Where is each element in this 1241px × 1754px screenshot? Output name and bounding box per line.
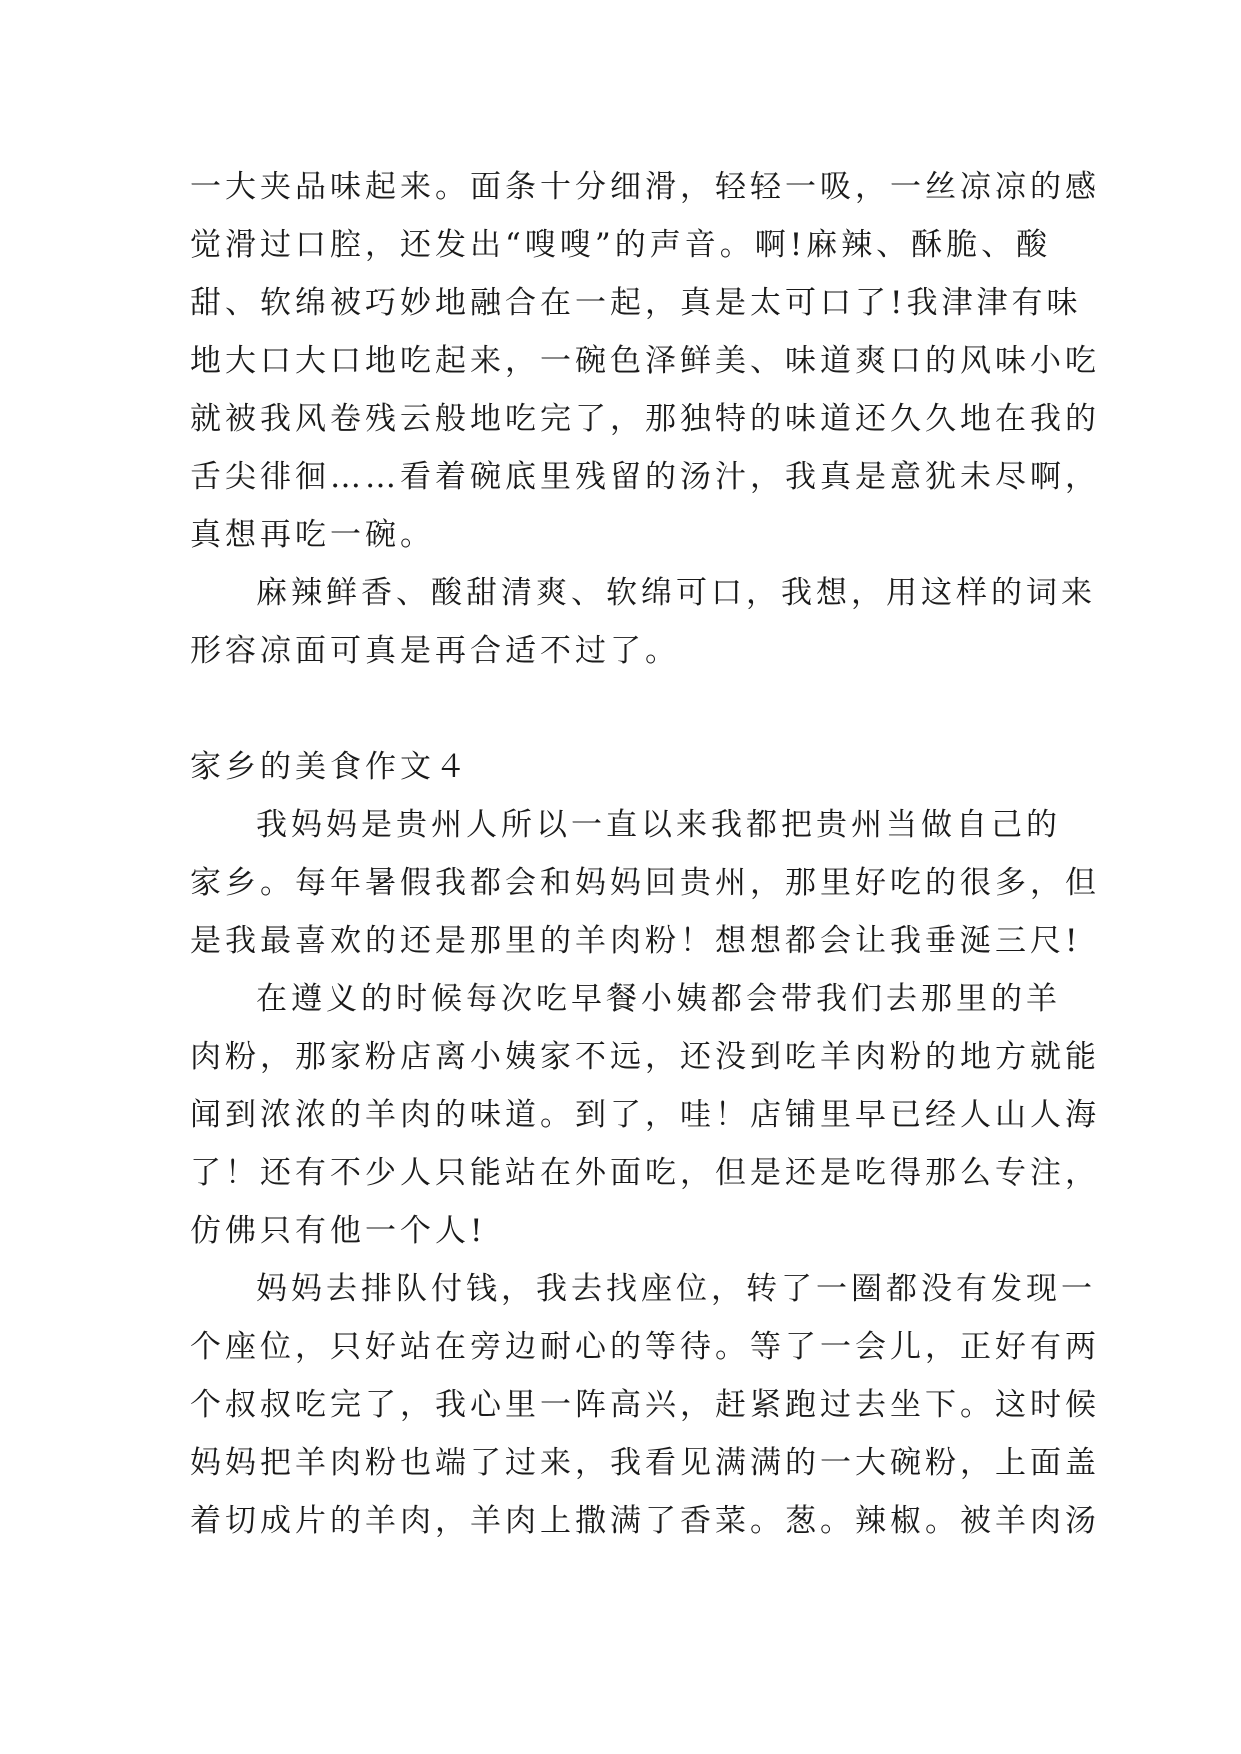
text-line: 我妈妈是贵州人所以一直以来我都把贵州当做自己的	[256, 807, 1061, 843]
paragraph-5	[190, 1260, 1100, 1550]
text-line: 觉滑过口腔，还发出“嗖嗖”的声音。啊!麻辣、酥脆、酸	[190, 227, 1052, 263]
text-line: 闻到浓浓的羊肉的味道。到了，哇！店铺里早已经人山人海	[190, 1097, 1100, 1133]
text-line: 仿佛只有他一个人!	[190, 1213, 487, 1249]
paragraph-2	[190, 564, 1096, 680]
paragraph-3	[190, 796, 1100, 970]
text-line: 舌尖徘徊……看着碗底里残留的汤汁，我真是意犹未尽啊，	[190, 459, 1100, 495]
text-line: 肉粉，那家粉店离小姨家不远，还没到吃羊肉粉的地方就能	[190, 1039, 1100, 1075]
section-title: 家乡的美食作文４	[190, 749, 470, 785]
text-line: 在遵义的时候每次吃早餐小姨都会带我们去那里的羊	[256, 981, 1061, 1017]
text-line: 了！还有不少人只能站在外面吃，但是还是吃得那么专注，	[190, 1155, 1100, 1191]
text-line: 地大口大口地吃起来，一碗色泽鲜美、味道爽口的风味小吃	[190, 343, 1100, 379]
text-line: 个叔叔吃完了，我心里一阵高兴，赶紧跑过去坐下。这时候	[190, 1387, 1100, 1423]
text-line: 家乡。每年暑假我都会和妈妈回贵州，那里好吃的很多，但	[190, 865, 1100, 901]
text-line: 是我最喜欢的还是那里的羊肉粉！想想都会让我垂涎三尺!	[190, 923, 1082, 959]
text-line: 就被我风卷残云般地吃完了，那独特的味道还久久地在我的	[190, 401, 1100, 437]
text-line: 个座位，只好站在旁边耐心的等待。等了一会儿，正好有两	[190, 1329, 1100, 1365]
text-line: 真想再吃一碗。	[190, 517, 435, 553]
section-spacer	[190, 680, 1070, 738]
text-line: 着切成片的羊肉，羊肉上撒满了香菜。葱。辣椒。被羊肉汤	[190, 1503, 1100, 1539]
text-line: 妈妈去排队付钱，我去找座位，转了一圈都没有发现一	[256, 1271, 1096, 1307]
paragraph-4	[190, 970, 1100, 1260]
text-line: 甜、软绵被巧妙地融合在一起，真是太可口了!我津津有味	[190, 285, 1082, 321]
text-line: 形容凉面可真是再合适不过了。	[190, 633, 680, 669]
paragraph-1	[190, 158, 1100, 564]
text-line: 麻辣鲜香、酸甜清爽、软绵可口，我想，用这样的词来	[256, 575, 1096, 611]
text-line: 一大夹品味起来。面条十分细滑，轻轻一吸，一丝凉凉的感	[190, 169, 1100, 205]
document-body	[190, 158, 1100, 1550]
text-line: 妈妈把羊肉粉也端了过来，我看见满满的一大碗粉，上面盖	[190, 1445, 1100, 1481]
